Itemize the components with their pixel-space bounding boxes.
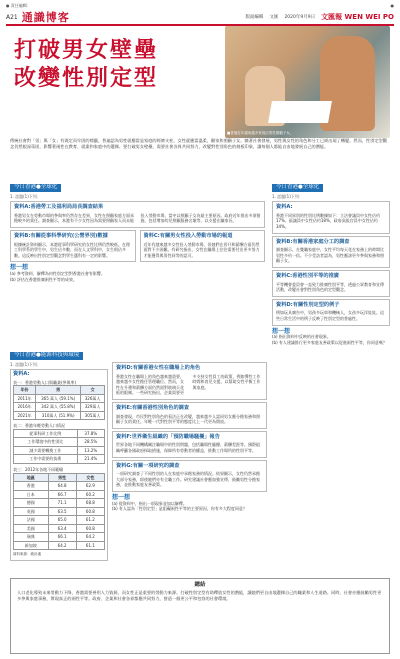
mid-think-heading: 想一想 — [112, 493, 131, 501]
top-strip-right: ● — [390, 3, 394, 8]
table-cell: 37.8% — [77, 429, 104, 438]
left2-section — [10, 352, 108, 561]
table-cell: 減少需要轉換工作 — [14, 446, 78, 455]
left-box-a-title: 資料A:香港勞工及福利局局長調查結果 — [14, 204, 104, 211]
table-cell: 28.5% — [77, 438, 104, 447]
summary-heading: 總結 — [194, 582, 206, 588]
table-row — [14, 403, 105, 412]
left-box-c-title: 資料C:有關男女性投入勞動市場的報道 — [143, 232, 233, 239]
right-box-c — [272, 270, 390, 297]
mid-box-g-text: 一項研究調查了不同性別的人在家庭中承擔家務的情況。結果顯示，女性仍然承擔大部分家務，即使她們亦有全職工作。研究建議社會應加強宣傳，鼓勵男性分擔家務，並推動家庭友善政策。 — [116, 471, 260, 488]
table-row — [14, 455, 105, 464]
right-box-c-title: 資料C:香港性別平等的推廣 — [276, 272, 339, 279]
table3-header: 女性 — [76, 473, 104, 482]
left2-box — [10, 369, 108, 560]
intro-paragraph: 傳統社會對「男」與「女」有既定而牢固的標籤，普遍認為男性就應當是家庭的經濟支柱，女性就應當溫柔、顧家和照顧子女。隨著社會發展，男性與女性的角色和分工已經出現了轉變。然而，性別定型觀念仍然根深蒂固，影響著兩性在教育、就業和家庭中的選擇。要打破男女壁壘，需要社會各界共同努力，改變對性別角色的刻板印象，讓每個人都能自由地發展自己的潛能。 — [10, 138, 387, 150]
mid-box-g-title: 資料G:有關一項研究的調查 — [116, 462, 180, 469]
table-row — [14, 446, 105, 455]
table-cell: 2011年 — [14, 394, 36, 403]
table2 — [13, 429, 105, 464]
table-cell: 342 萬人 (55.8%) — [36, 403, 81, 412]
mid-box-d-title: 資料D:有關香港女性在職場上的角色 — [116, 365, 201, 371]
left-box-c-text: 近年有越來越多女性投入勞動市場，但她們在晉升和薪酬方面仍然面對不少困難。有研究指出，女性在職場上往往需要付出更多努力才能獲得與男性同等的認可。 — [143, 241, 260, 258]
table1-header: 女 — [81, 386, 105, 395]
header-date: 2020年9月9日 — [284, 15, 316, 20]
table-cell: 60.2 — [76, 490, 104, 499]
table3 — [13, 473, 105, 551]
table-cell: 62.9 — [76, 482, 104, 491]
left-box-b — [10, 230, 136, 262]
header-meta — [245, 12, 394, 22]
right-box-a-text: 香港不同界別的性別比例數據如下：立法會議員中女性佔約17%，區議員中女性佔約18%，政府高級官員中女性佔約34%。 — [276, 212, 380, 229]
table-cell: 63.4 — [48, 524, 76, 533]
table-cell: 美國 — [14, 524, 49, 533]
feature-photo — [225, 26, 390, 138]
right-think-heading: 想一想 — [272, 327, 291, 335]
left-section — [10, 184, 265, 282]
table-cell: 香港 — [14, 482, 49, 491]
right-box-c-text: 平等機會委員會一直致力推廣性別平等，透過公眾教育和宣傳活動，改變社會對性別角色的定型觀念。 — [276, 281, 384, 293]
mid-box-g — [112, 460, 267, 492]
left2-section-sub: 1. 話題(1)下列： — [10, 361, 41, 367]
page-number: A21 — [6, 13, 18, 21]
table1-header: 年份 — [14, 386, 36, 395]
table-cell: 工作中需要的技術 — [14, 455, 78, 464]
summary-box — [10, 578, 390, 654]
left-think-a: (a) 參考資料，解釋為何性別定型對香港社會有影響。 — [10, 270, 105, 276]
left-box-a — [10, 201, 265, 228]
table1-title: 表一：香港勞動人口與職業(參與率) — [13, 379, 77, 385]
left-box-b-title: 資料B:有關從事科學研究(公營界別)數據 — [14, 232, 108, 239]
table3-header: 男性 — [48, 473, 76, 482]
left-box-b-text: 根據統計資料顯示，本港從事科學研究的女性比例仍然較低。在理工科學系的學生中，男生佔多數，而在人文學科中，女生則佔多數。這反映出性別定型觀念對學生選科有一定的影響。 — [14, 241, 130, 258]
table-cell: 新加坡 — [14, 541, 49, 550]
mid-box-f-text: 世界各地不同機構關注職場中的性別問題，包括職場性騷擾、薪酬差距等。國際組織呼籲各國政府採取措施，保障所有勞動者的權益，推動工作場所的性別平等。 — [116, 442, 260, 453]
left-think — [10, 265, 265, 282]
top-strip-left: ● 責任編輯： — [6, 3, 31, 8]
right-box-b-text: 調查顯示，在雙職家庭中，女性平均每天花在家務上的時間比男性多約一倍。不少受訪者認為，男性應該更多參與家務和照顧子女。 — [276, 247, 384, 264]
table-cell: 310萬人 (51.9%) — [36, 411, 81, 420]
table-cell: 60.8 — [76, 507, 104, 516]
mid-box-d — [112, 362, 267, 400]
table1 — [13, 385, 105, 420]
header-column: 文匯 — [269, 15, 279, 20]
left-section-tag: 今日香港●全球化 — [10, 184, 61, 192]
photo-worksheet — [268, 101, 332, 123]
right-section-sub: 1. 話題(1)下列： — [272, 193, 303, 199]
table-cell: 66.1 — [48, 533, 76, 542]
table-cell: 60.8 — [76, 524, 104, 533]
table-cell: 329萬人 — [81, 403, 105, 412]
mid-box-e-text: 調查發現，市民對性別角色的看法正在改變，越來越多人認同男女應分擔家務和照顧子女的責任。年輕一代對性別平等的態度比上一代更為開放。 — [116, 413, 260, 425]
table-cell: 21.4% — [77, 455, 104, 464]
headline-line1: 打破男女壁壘 — [14, 37, 159, 63]
mid-think-a: (a) 從資料中，指出一項現象並加以解釋。 — [112, 500, 187, 506]
table-cell: 65.0 — [48, 516, 76, 525]
table-row — [14, 394, 105, 403]
table-cell: 德國 — [14, 499, 49, 508]
mid-box-d-text: 香港女性在職場上的角色越來越重要，越來越多女性擔任管理職位。然而，女性在升遷和薪酬方面仍然面對玻璃天花板的限制。一些研究指出，企業需要更多支持女性員工的政策，例如彈性工作時間和育兒支援，以幫助女性平衡工作與家庭。 — [116, 373, 261, 396]
right-box-a — [272, 201, 390, 233]
right-box-d-title: 資料D:有關性別定型的例子 — [276, 301, 340, 308]
table-cell: 64.2 — [76, 533, 104, 542]
section-name: 通識博客 — [21, 11, 70, 24]
table-cell: 工作環境中的性別比 — [14, 438, 78, 447]
table3-header: 地區 — [14, 473, 49, 482]
mid-box-e-title: 資料E:有關香港性別角色的調查 — [116, 404, 190, 411]
table-cell: 日本 — [14, 490, 49, 499]
mid-box-e — [112, 402, 267, 429]
left-box-c — [140, 230, 266, 262]
table2-title: 表二：香港年輕勞動人口情況 — [13, 423, 65, 429]
right-section — [272, 184, 390, 345]
table-cell: 2016年 — [14, 403, 36, 412]
right-think — [272, 329, 390, 346]
summary-text: 人口老化導致未來勞動力下降，香港需要善用人力資源，而女性正是重要的勞動力來源。打破性別定型有助釋放女性的潛能，讓她們更自由地選擇自己的職業和人生道路。同時，社會亦應鼓勵男性更多參與家庭事務，實現真正的兩性平等。政府、企業和社會各界都應共同努力，營造一個更公平和包容的社會環境。 — [17, 590, 382, 601]
table-row — [14, 507, 105, 516]
mid-think-b: (b) 有人認為「性別定型」是阻礙兩性平等的主要原因，你有多大程度同意？ — [112, 506, 247, 512]
table-cell: 64.8 — [48, 482, 76, 491]
table-row — [14, 499, 105, 508]
mid-think — [112, 495, 267, 512]
table-cell: 61.2 — [76, 516, 104, 525]
right-think-b: (b) 有人建議推行更多家庭友善政策以促進兩性平等，你同意嗎？ — [272, 339, 387, 345]
right-box-b-title: 資料B:有關香港家庭分工的調查 — [276, 238, 350, 245]
table1-header: 男 — [36, 386, 81, 395]
right-think-a: (a) 指出資料中反映的社會現象。 — [272, 334, 331, 340]
table-cell: 365 萬人 (59.1%) — [36, 394, 81, 403]
newspaper-brand: 文匯報 WEN WEI PO — [321, 13, 394, 21]
table-cell: 2021年 — [14, 411, 36, 420]
mid-section — [112, 360, 267, 512]
mid-box-f-title: 資料F:世界衞生組織的「預防職場騷擾」報告 — [116, 433, 220, 440]
table-cell: 瑞典 — [14, 533, 49, 542]
table-cell: 64.2 — [48, 541, 76, 550]
left-box-a-text: 香港男女在勞動市場的參與率仍然存在差異，女性在照顧家庭方面承擔較多的責任。調查顯示，本港有不少女性因為需要照顧家人而未能投入勞動市場，當中以照顧子女為最主要原因。政府近年推出多項措施，包括增加幼兒照顧服務名額等，以支援在職家長。 — [14, 212, 261, 224]
headline-line2: 改變性別定型 — [14, 65, 159, 91]
right-box-d — [272, 299, 390, 326]
table-row — [14, 516, 105, 525]
table-row — [14, 541, 105, 550]
table-cell: 326萬人 — [81, 394, 105, 403]
mid-box-f — [112, 431, 267, 458]
table-row — [14, 411, 105, 420]
left2-box-title: 資料A: — [13, 371, 30, 378]
table-cell: 法國 — [14, 516, 49, 525]
left2-section-tag: 今日香港●能源科技與環境 — [10, 352, 83, 360]
table-row — [14, 533, 105, 542]
left-section-sub: 1. 話題(1)下列： — [10, 193, 41, 199]
right-box-a-title: 資料A: — [276, 204, 293, 211]
table-row — [14, 490, 105, 499]
table-cell: 13.2% — [77, 446, 104, 455]
left-think-heading: 想一想 — [10, 264, 29, 272]
page-header — [6, 10, 394, 26]
headline — [14, 36, 214, 92]
table-row — [14, 429, 105, 438]
right-box-b — [272, 236, 390, 268]
header-editor: 版面編輯 — [245, 15, 264, 20]
table-cell: 66.7 — [48, 490, 76, 499]
table-cell: 305萬人 — [81, 411, 105, 420]
table-cell: 68.8 — [76, 499, 104, 508]
table-cell: 63.5 — [48, 507, 76, 516]
right-box-d-text: 例如玩具廣告中，男孩多玩車和機械人，女孩多玩洋娃娃。這些日常生活中的例子反映了性別定型的普遍性。 — [276, 310, 384, 321]
table-row — [14, 524, 105, 533]
table-row — [14, 482, 105, 491]
table3-title: 表三：2012年各地不同範疇 — [13, 466, 64, 472]
table-row — [14, 438, 105, 447]
photo-caption: ■香港近年越來越多家庭由男性照顧子女。 — [227, 131, 294, 135]
table-cell: 61.1 — [76, 541, 104, 550]
table-source: 資料來源：統計處 — [13, 552, 41, 557]
left-think-b: (b) 評估在香港推廣兩性平等的成效。 — [10, 276, 77, 282]
table-cell: 從事科研工作比例 — [14, 429, 78, 438]
right-section-tag: 今日香港●全球化 — [272, 184, 323, 192]
table-cell: 71.1 — [48, 499, 76, 508]
table-cell: 英國 — [14, 507, 49, 516]
